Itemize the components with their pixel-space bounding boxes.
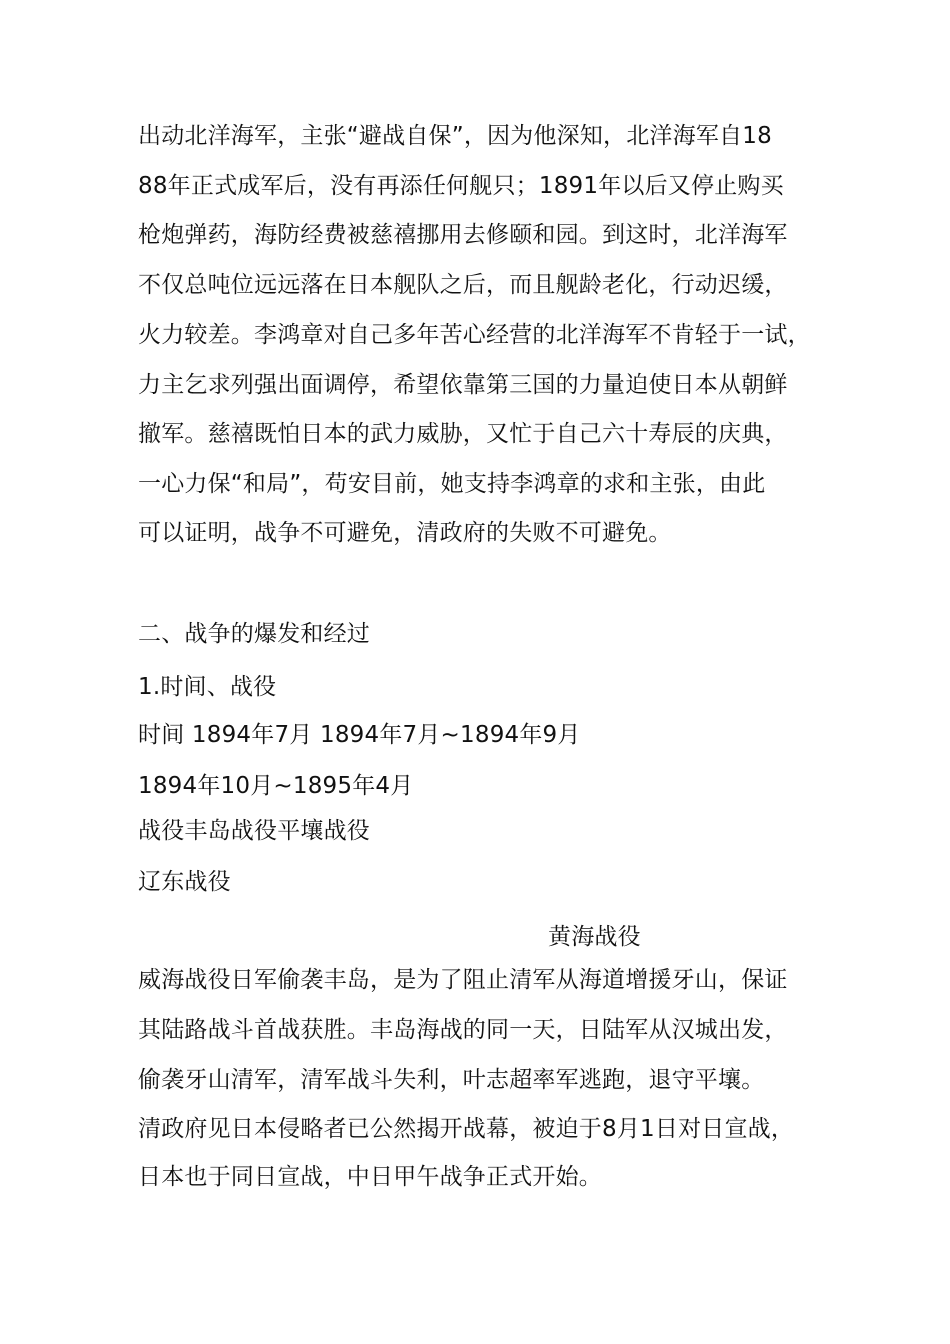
paragraph-line: 不仅总吨位远远落在日本舰队之后，而且舰龄老化，行动迟缓，: [138, 272, 788, 298]
paragraph-line: 88年正式成军后，没有再添任何舰只；1891年以后又停止购买: [138, 173, 784, 199]
paragraph-line: 力主乞求列强出面调停，希望依靠第三国的力量迫使日本从朝鲜: [138, 372, 788, 398]
battle-line: 战役丰岛战役平壤战役: [138, 818, 370, 844]
paragraph-line: 清政府见日本侵略者已公然揭开战幕，被迫于8月1日对日宣战，: [138, 1116, 795, 1142]
battle-line: 辽东战役: [138, 869, 231, 895]
paragraph-line: 威海战役日军偷袭丰岛，是为了阻止清军从海道增援牙山，保证: [138, 967, 788, 993]
subsection-heading: 1.时间、战役: [138, 674, 277, 700]
paragraph-line: 枪炮弹药，海防经费被慈禧挪用去修颐和园。到这时，北洋海军: [138, 222, 788, 248]
paragraph-line: 火力较差。李鸿章对自己多年苦心经营的北洋海军不肯轻于一试，: [138, 322, 811, 348]
paragraph-line: 其陆路战斗首战获胜。丰岛海战的同一天，日陆军从汉城出发，: [138, 1017, 788, 1043]
time-line: 时间 1894年7月 1894年7月~1894年9月: [138, 722, 581, 748]
section-heading: 二、战争的爆发和经过: [138, 621, 370, 647]
paragraph-line: 撤军。慈禧既怕日本的武力威胁，又忙于自己六十寿辰的庆典，: [138, 421, 788, 447]
paragraph-line: 日本也于同日宣战，中日甲午战争正式开始。: [138, 1164, 602, 1190]
paragraph-line: 可以证明，战争不可避免，清政府的失败不可避免。: [138, 520, 672, 546]
battle-line: 黄海战役: [548, 924, 641, 950]
time-line: 1894年10月~1895年4月: [138, 773, 414, 799]
paragraph-line: 偷袭牙山清军，清军战斗失利，叶志超率军逃跑，退守平壤。: [138, 1067, 765, 1093]
paragraph-line: 一心力保“和局”，苟安目前，她支持李鸿章的求和主张，由此: [138, 471, 766, 497]
paragraph-line: 出动北洋海军，主张“避战自保”，因为他深知，北洋海军自18: [138, 123, 772, 149]
